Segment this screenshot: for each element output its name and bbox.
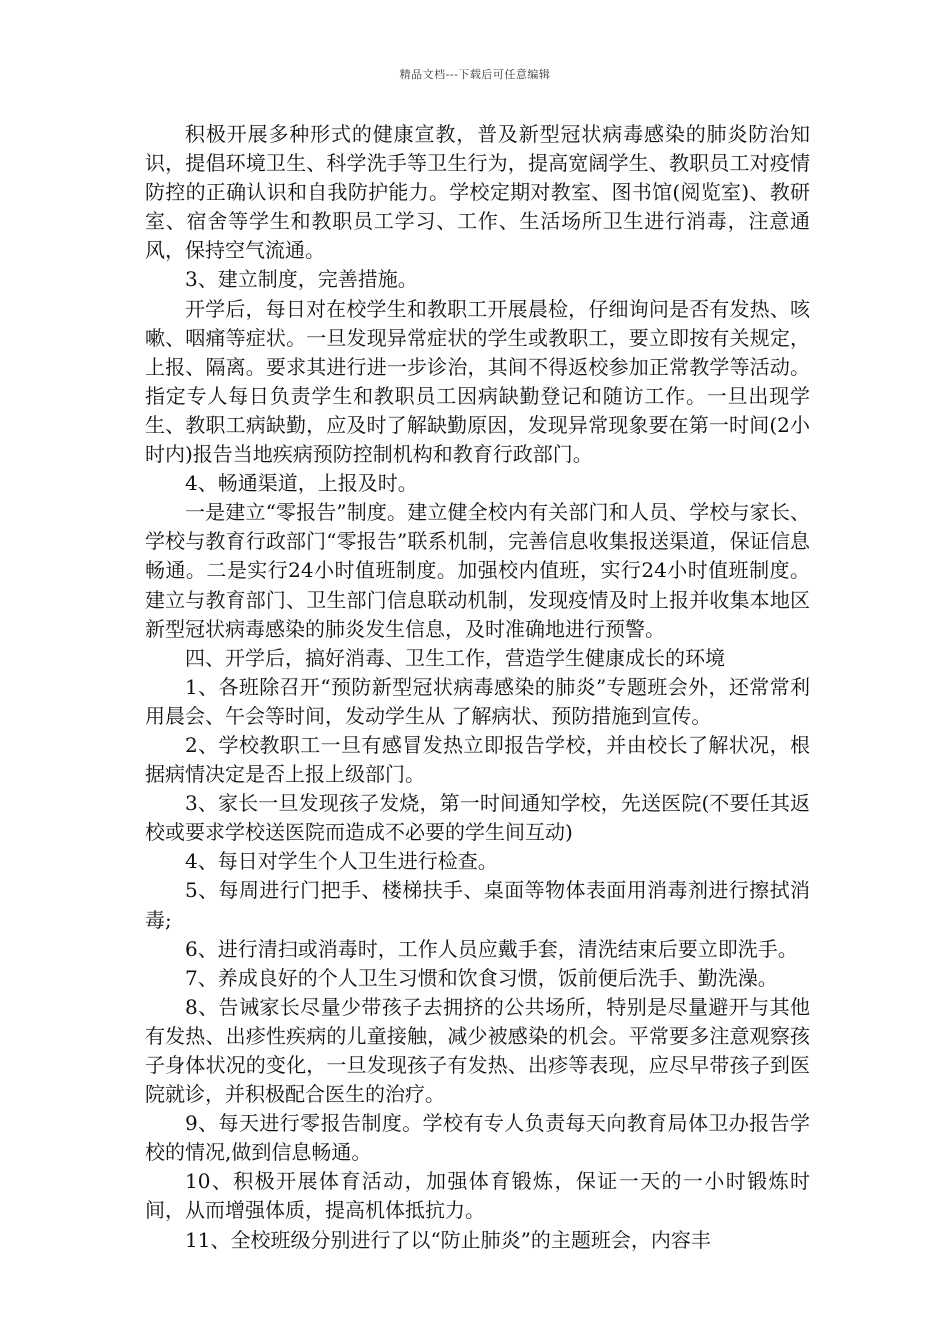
heading-reporting-channels: 4、畅通渠道，上报及时。 xyxy=(185,471,418,496)
list-item-4: 4、每日对学生个人卫生进行检查。 xyxy=(185,849,498,874)
list-item-11: 11、全校班级分别进行了以“防止肺炎”的主题班会，内容丰 xyxy=(185,1227,711,1252)
list-item-6: 6、进行清扫或消毒时，工作人员应戴手套，清洗结束后要立即洗手。 xyxy=(185,936,798,961)
list-item-1: 1、各班除召开“预防新型冠状病毒感染的肺炎”专题班会外，还常常利用晨会、午会等时间，发动学生从 了解病状、预防措施到宣传。 xyxy=(145,674,810,728)
paragraph-morning-check: 开学后，每日对在校学生和教职工开展晨检，仔细询问是否有发热、咳嗽、咽痛等症状。一旦发现异常症状的学生或教职工，要立即按有关规定，上报、隔离。要求其进行进一步诊治，其间不得返校参加正常教学等活动。指定专人每日负责学生和教职员工因病缺勤登记和随访工作。一旦出现学生、教职工病缺勤，应及时了解缺勤原因，发现异常现象要在第一时间(2小时内)报告当地疾病预防控制机构和教育行政部门。 xyxy=(145,296,810,467)
list-item-10: 10、积极开展体育活动，加强体育锻炼，保证一天的一小时锻炼时间，从而增强体质，提高机体抵抗力。 xyxy=(145,1169,810,1223)
list-item-8: 8、告诫家长尽量少带孩子去拥挤的公共场所，特别是尽量避开与其他有发热、出疹性疾病的儿童接触，减少被感染的机会。平常要多注意观察孩子身体状况的变化，一旦发现孩子有发热、出疹等表现，应尽早带孩子到医院就诊，并积极配合医生的治疗。 xyxy=(145,994,810,1107)
list-item-2: 2、学校教职工一旦有感冒发热立即报告学校，并由校长了解状况，根据病情决定是否上报上级部门。 xyxy=(145,732,810,787)
list-item-5: 5、每周进行门把手、楼梯扶手、桌面等物体表面用消毒剂进行擦拭消毒; xyxy=(145,878,810,932)
section-heading-disinfection: 四、开学后，搞好消毒、卫生工作，营造学生健康成长的环境 xyxy=(185,645,725,670)
page-header: 精品文档---下载后可任意编辑 xyxy=(399,68,551,81)
paragraph-health-education: 积极开展多种形式的健康宣教，普及新型冠状病毒感染的肺炎防治知识，提倡环境卫生、科学洗手等卫生行为，提高宽阔学生、教职员工对疫情防控的正确认识和自我防护能力。学校定期对教室、图书馆(阅览室)、教研室、宿舍等学生和教职员工学习、工作、生活场所卫生进行消毒，注意通风，保持空气流通。 xyxy=(145,122,810,263)
paragraph-zero-report: 一是建立“零报告”制度。建立健全校内有关部门和人员、学校与家长、学校与教育行政部门“零报告”联系机制，完善信息收集报送渠道，保证信息畅通。二是实行24小时值班制度。加强校内值班，实行24小时值班制度。建立与教育部门、卫生部门信息联动机制，发现疫情及时上报并收集本地区新型冠状病毒感染的肺炎发生信息，及时准确地进行预警。 xyxy=(145,500,810,641)
list-item-3: 3、家长一旦发现孩子发烧，第一时间通知学校，先送医院(不要任其返校或要求学校送医院而造成不必要的学生间互动) xyxy=(145,791,810,845)
document-body xyxy=(145,120,810,1255)
list-item-7: 7、养成良好的个人卫生习惯和饮食习惯，饭前便后洗手、勤洗澡。 xyxy=(185,965,778,990)
list-item-9: 9、每天进行零报告制度。学校有专人负责每天向教育局体卫办报告学校的情况,做到信息畅通。 xyxy=(145,1111,810,1165)
heading-establish-system: 3、建立制度，完善措施。 xyxy=(185,267,418,292)
